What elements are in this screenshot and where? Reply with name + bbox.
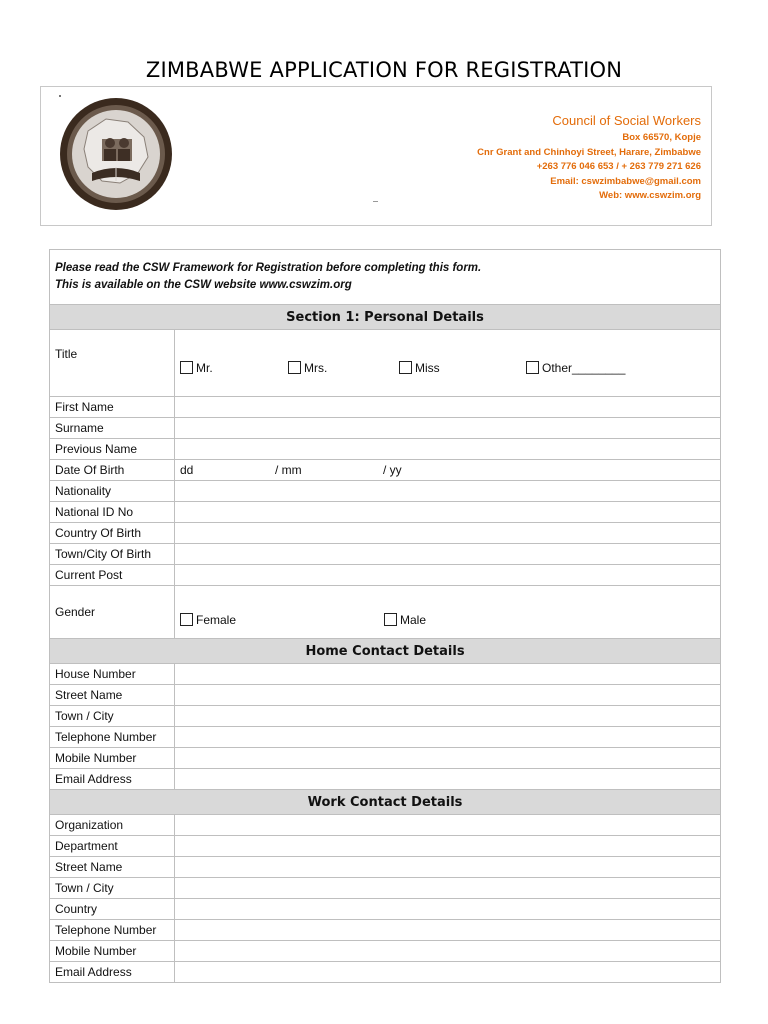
field-label: Town/City Of Birth — [50, 544, 175, 565]
checkbox[interactable] — [180, 613, 193, 626]
option-label: Miss — [415, 360, 440, 375]
field-label: House Number — [50, 664, 175, 685]
field-label: Organization — [50, 815, 175, 836]
form-row — [50, 727, 721, 748]
form-row — [50, 769, 721, 790]
form-row — [50, 857, 721, 878]
form-row — [50, 685, 721, 706]
intro-line: This is available on the CSW website www.cswzim.org — [55, 279, 352, 291]
field-label: Mobile Number — [50, 748, 175, 769]
title-label: Title — [50, 330, 175, 397]
form-row — [50, 748, 721, 769]
intro-line: Please read the CSW Framework for Registration before completing this form. — [55, 262, 482, 274]
previous-name-field[interactable] — [175, 439, 721, 460]
nationality-field[interactable] — [175, 481, 721, 502]
field-label: Previous Name — [50, 439, 175, 460]
field-label: Department — [50, 836, 175, 857]
form-title: ZIMBABWE APPLICATION FOR REGISTRATION — [145, 58, 623, 82]
form-row — [50, 878, 721, 899]
form-row — [50, 565, 721, 586]
intro-row — [50, 250, 721, 305]
field-label: Town / City — [50, 878, 175, 899]
form-row — [50, 706, 721, 727]
council-name: Council of Social Workers — [552, 113, 701, 128]
field-label: Email Address — [50, 769, 175, 790]
title-option-miss[interactable] — [399, 361, 440, 375]
dob-month-placeholder: / mm — [275, 463, 302, 477]
section-header — [50, 639, 721, 664]
intro-cell — [50, 250, 721, 305]
option-label: Mrs. — [304, 360, 328, 375]
title-option-mr[interactable] — [180, 361, 213, 375]
field-label: First Name — [50, 397, 175, 418]
form-row — [50, 920, 721, 941]
form-row — [50, 460, 721, 481]
speck — [373, 201, 378, 202]
work-country-field[interactable] — [175, 899, 721, 920]
field-label: Nationality — [50, 481, 175, 502]
work-contact-heading: Work Contact Details — [50, 790, 721, 815]
address-line: Box 66570, Kopje — [622, 132, 701, 143]
option-label: Female — [196, 613, 237, 627]
zimbabwe-seal-icon — [58, 97, 174, 211]
form-row — [50, 418, 721, 439]
form-row — [50, 962, 721, 983]
town-of-birth-field[interactable] — [175, 544, 721, 565]
section-1-heading: Section 1: Personal Details — [50, 305, 721, 330]
title-option-other[interactable] — [526, 361, 625, 375]
field-label: Country — [50, 899, 175, 920]
form-row — [50, 664, 721, 685]
form-row — [50, 544, 721, 565]
home-mobile-field[interactable] — [175, 748, 721, 769]
email-line: Email: cswzimbabwe@gmail.com — [550, 175, 701, 187]
work-telephone-field[interactable] — [175, 920, 721, 941]
home-email-field[interactable] — [175, 769, 721, 790]
title-options-cell — [175, 330, 721, 397]
checkbox[interactable] — [384, 613, 397, 626]
registration-form-table — [49, 249, 721, 983]
checkbox[interactable] — [399, 361, 412, 374]
field-label: Email Address — [50, 962, 175, 983]
home-town-city-field[interactable] — [175, 706, 721, 727]
organization-field[interactable] — [175, 815, 721, 836]
form-row — [50, 481, 721, 502]
field-label: Telephone Number — [50, 727, 175, 748]
gender-row — [50, 586, 721, 639]
letterhead — [40, 86, 712, 226]
gender-option-female[interactable] — [180, 613, 236, 627]
form-row — [50, 439, 721, 460]
gender-options-cell — [175, 586, 721, 639]
option-label: Other________ — [542, 360, 626, 375]
form-row — [50, 815, 721, 836]
title-row — [50, 330, 721, 397]
checkbox[interactable] — [180, 361, 193, 374]
home-telephone-field[interactable] — [175, 727, 721, 748]
work-email-field[interactable] — [175, 962, 721, 983]
form-row — [50, 502, 721, 523]
surname-field[interactable] — [175, 418, 721, 439]
option-label: Male — [400, 613, 427, 627]
title-option-mrs[interactable] — [288, 361, 327, 375]
home-street-name-field[interactable] — [175, 685, 721, 706]
field-label: Street Name — [50, 685, 175, 706]
council-address-block — [477, 113, 701, 204]
field-label: National ID No — [50, 502, 175, 523]
country-of-birth-field[interactable] — [175, 523, 721, 544]
dob-day-placeholder: dd — [180, 463, 194, 477]
house-number-field[interactable] — [175, 664, 721, 685]
gender-option-male[interactable] — [384, 613, 426, 627]
form-row — [50, 836, 721, 857]
work-town-city-field[interactable] — [175, 878, 721, 899]
department-field[interactable] — [175, 836, 721, 857]
current-post-field[interactable] — [175, 565, 721, 586]
phone-line: +263 776 046 653 / + 263 779 271 626 — [536, 161, 701, 172]
field-label: Surname — [50, 418, 175, 439]
field-label: Mobile Number — [50, 941, 175, 962]
section-header — [50, 790, 721, 815]
address-line: Cnr Grant and Chinhoyi Street, Harare, Zimbabwe — [477, 146, 701, 158]
national-id-field[interactable] — [175, 502, 721, 523]
field-label: Current Post — [50, 565, 175, 586]
option-label: Mr. — [196, 360, 213, 375]
field-label: Country Of Birth — [50, 523, 175, 544]
work-mobile-field[interactable] — [175, 941, 721, 962]
gender-label: Gender — [50, 586, 175, 639]
section-header — [50, 305, 721, 330]
field-label: Date Of Birth — [50, 460, 175, 481]
dob-year-placeholder: / yy — [383, 463, 402, 477]
field-label: Street Name — [50, 857, 175, 878]
checkbox[interactable] — [526, 361, 539, 374]
form-row — [50, 397, 721, 418]
web-line: Web: www.cswzim.org — [599, 190, 701, 201]
home-contact-heading: Home Contact Details — [50, 639, 721, 664]
form-row — [50, 523, 721, 544]
field-label: Town / City — [50, 706, 175, 727]
form-row — [50, 941, 721, 962]
work-street-name-field[interactable] — [175, 857, 721, 878]
field-label: Telephone Number — [50, 920, 175, 941]
form-row — [50, 899, 721, 920]
date-of-birth-field[interactable] — [175, 460, 721, 481]
checkbox[interactable] — [288, 361, 301, 374]
first-name-field[interactable] — [175, 397, 721, 418]
